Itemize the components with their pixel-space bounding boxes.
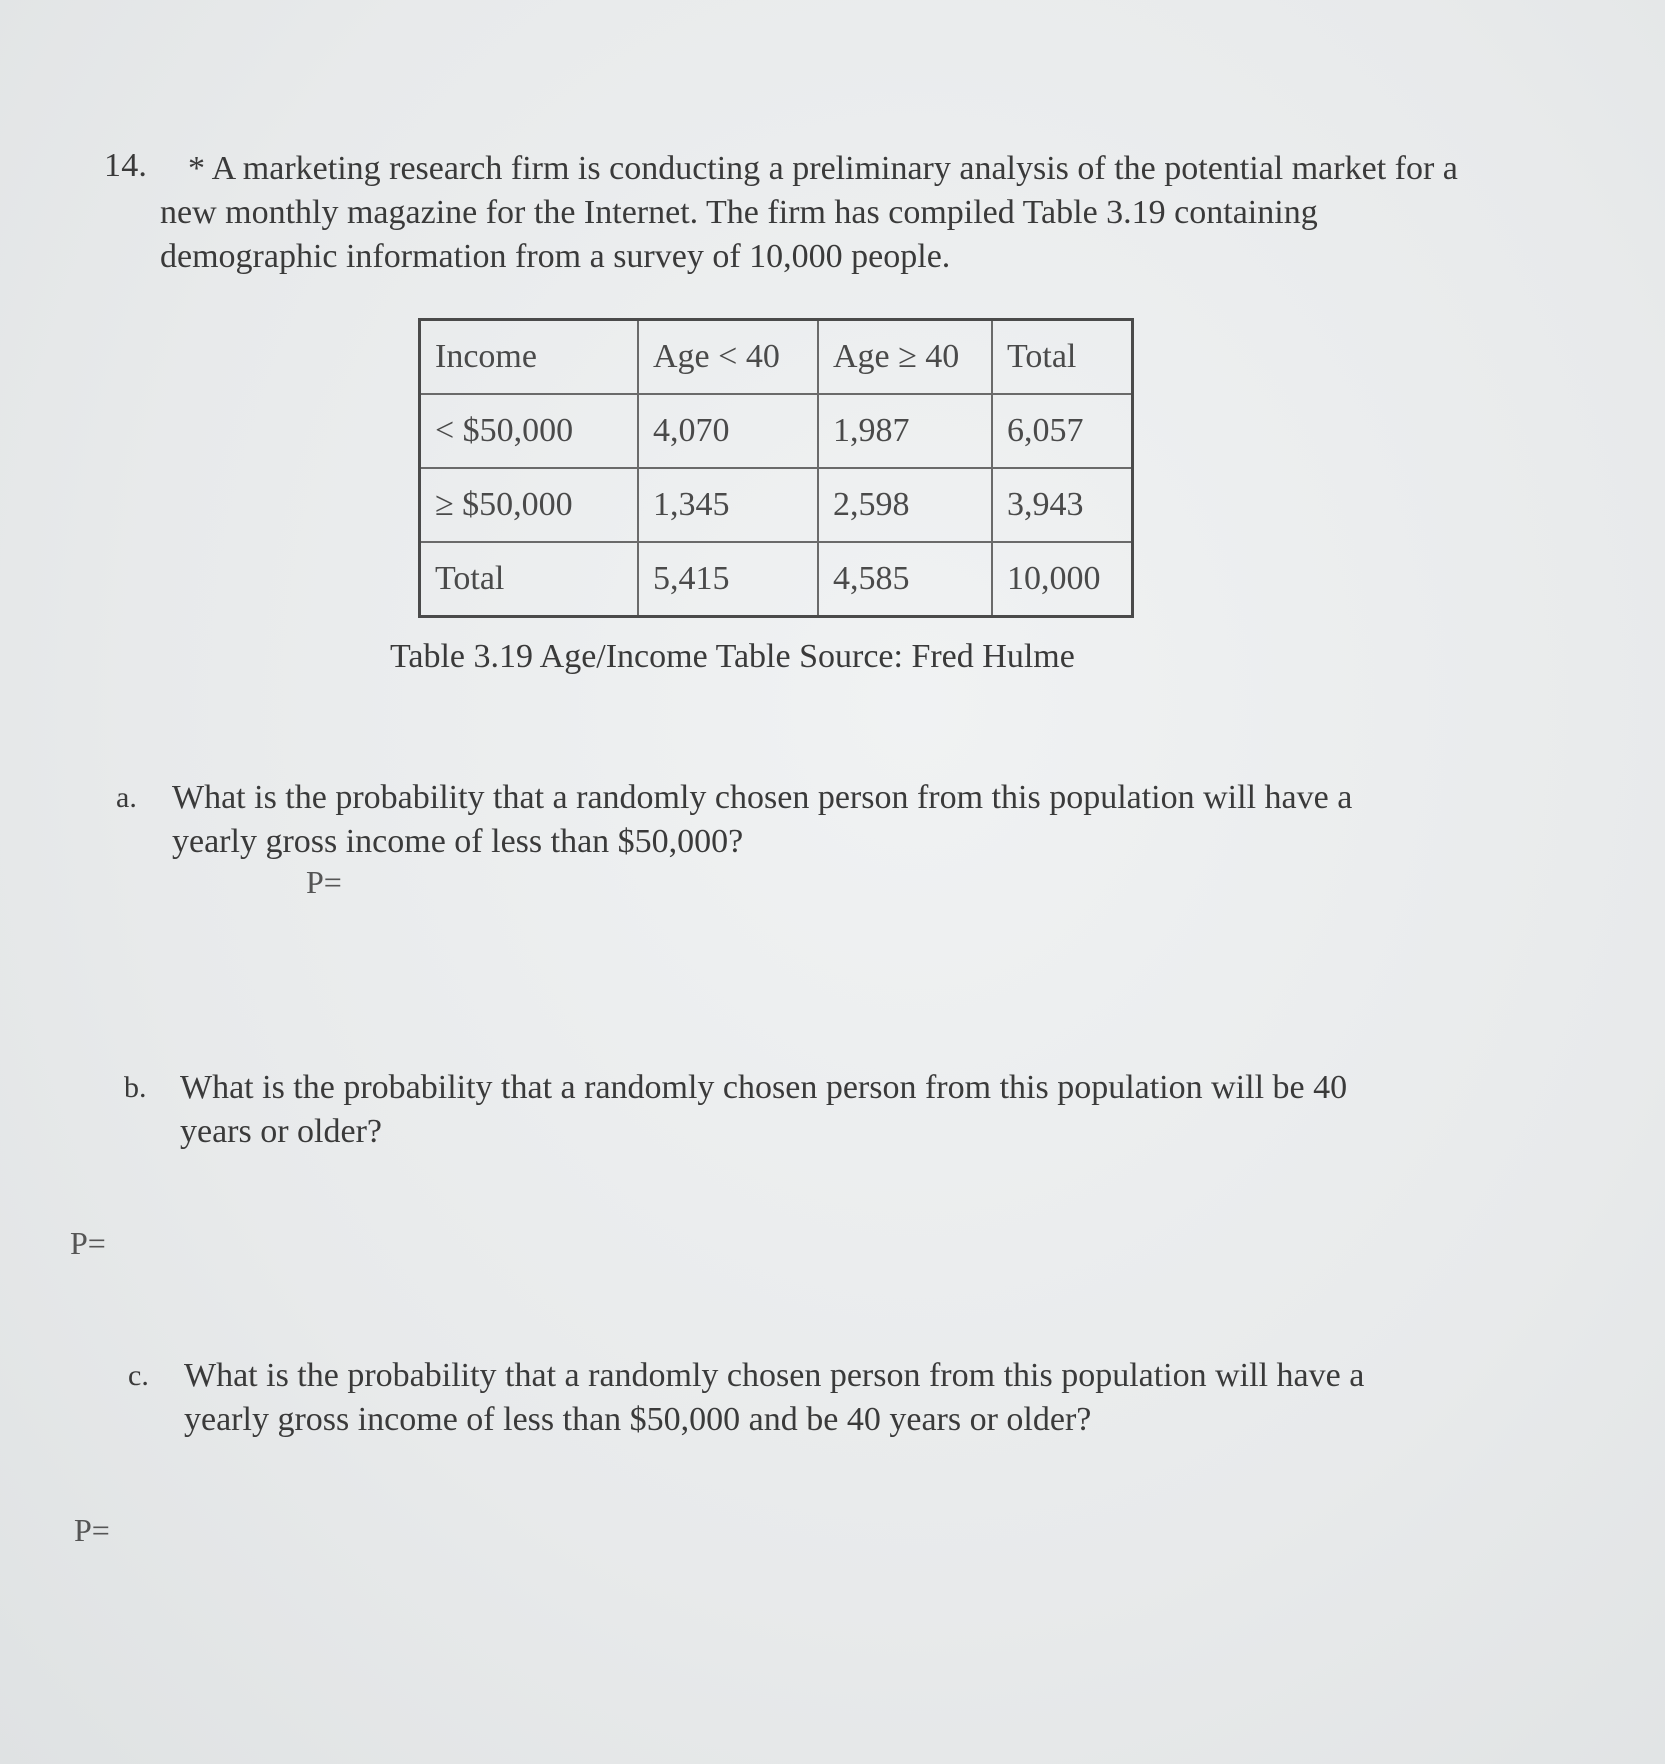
answer-field-a: P= xyxy=(306,864,342,900)
part-label: c. xyxy=(128,1359,149,1392)
table-header-cell: Total xyxy=(992,320,1133,395)
part-question-line: yearly gross income of less than $50,000 and be 40 years or older? xyxy=(184,1401,1092,1438)
table-caption: Table 3.19 Age/Income Table Source: Fred Hulme xyxy=(390,638,1075,675)
table-row xyxy=(420,542,1133,617)
part-question xyxy=(184,1354,1364,1442)
table-cell: < $50,000 xyxy=(420,394,639,468)
part-question-line: What is the probability that a randomly chosen person from this population will have a xyxy=(172,779,1353,816)
table-cell: 5,415 xyxy=(638,542,818,617)
table-row xyxy=(420,468,1133,542)
answer-field-c: P= xyxy=(74,1512,110,1548)
part-question-line: yearly gross income of less than $50,000? xyxy=(172,823,744,860)
table-header-row xyxy=(420,320,1133,395)
table-cell: 10,000 xyxy=(992,542,1133,617)
age-income-table xyxy=(418,318,1134,618)
table-cell: 1,345 xyxy=(638,468,818,542)
part-question xyxy=(180,1066,1347,1154)
table-header-cell: Age ≥ 40 xyxy=(818,320,992,395)
part-label: a. xyxy=(116,781,137,814)
table-header-cell: Age < 40 xyxy=(638,320,818,395)
table-cell: ≥ $50,000 xyxy=(420,468,639,542)
table-cell: 4,070 xyxy=(638,394,818,468)
table-cell: 3,943 xyxy=(992,468,1133,542)
part-question xyxy=(172,776,1352,864)
table-cell: 1,987 xyxy=(818,394,992,468)
question-line: * A marketing research firm is conducting a preliminary analysis of the potential market for a xyxy=(188,150,1458,187)
answer-field-b: P= xyxy=(70,1225,106,1261)
part-question-line: What is the probability that a randomly chosen person from this population will be 40 xyxy=(180,1069,1348,1106)
part-label: b. xyxy=(124,1071,147,1104)
table-row xyxy=(420,394,1133,468)
table-cell: 2,598 xyxy=(818,468,992,542)
table-header-cell: Income xyxy=(420,320,639,395)
part-question-line: What is the probability that a randomly chosen person from this population will have a xyxy=(184,1357,1365,1394)
question-line: new monthly magazine for the Internet. The firm has compiled Table 3.19 containing xyxy=(160,194,1318,231)
table-cell: 4,585 xyxy=(818,542,992,617)
table-cell: 6,057 xyxy=(992,394,1133,468)
question-number: 14. xyxy=(104,147,148,184)
part-question-line: years or older? xyxy=(180,1113,383,1150)
table-cell: Total xyxy=(420,542,639,617)
question-line: demographic information from a survey of 10,000 people. xyxy=(160,238,951,275)
question-text xyxy=(160,147,1560,279)
